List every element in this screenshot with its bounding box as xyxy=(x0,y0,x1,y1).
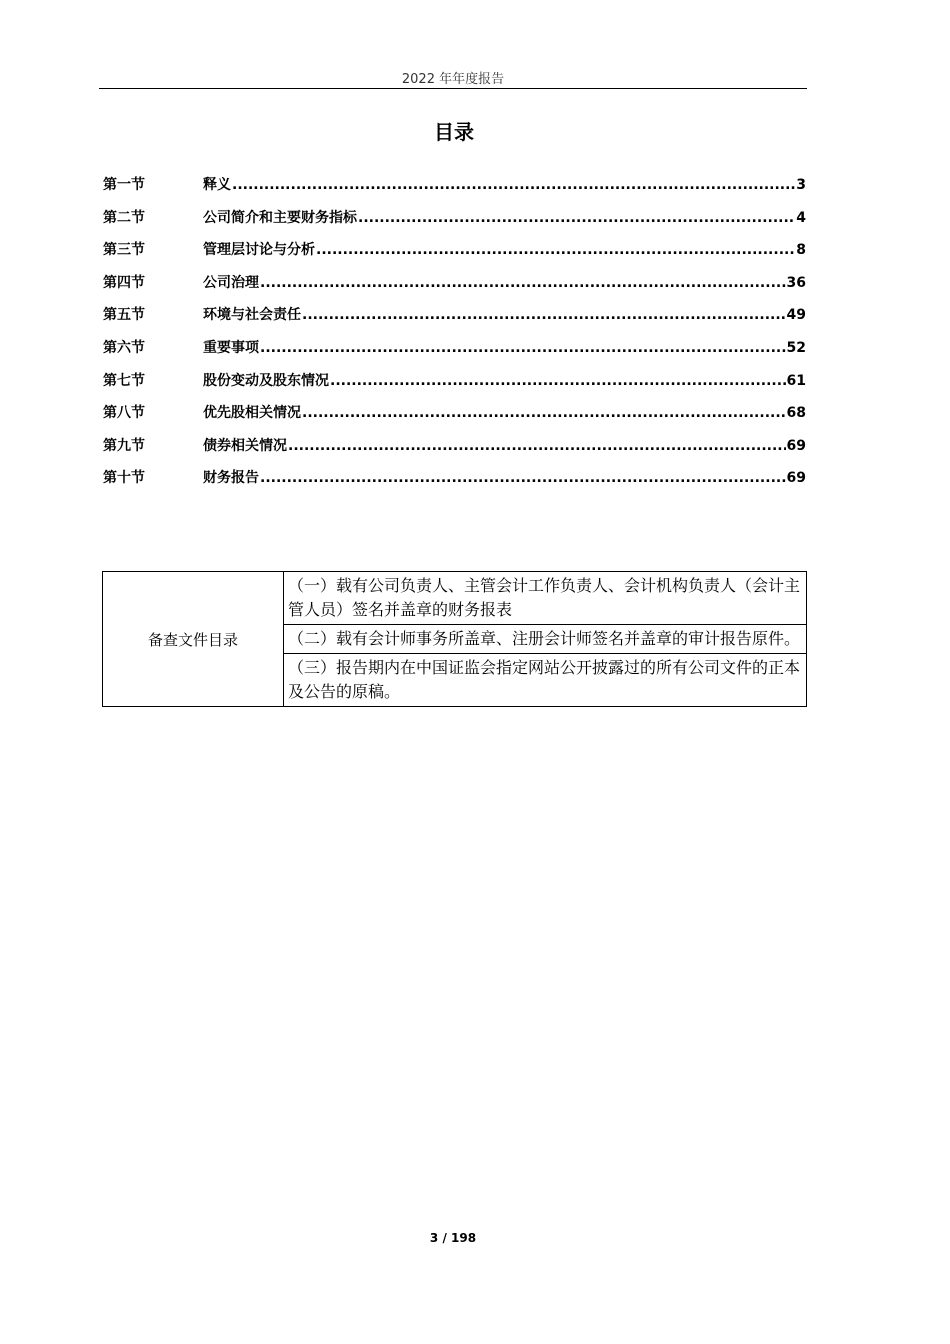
toc-section-number: 第三节 xyxy=(103,242,145,259)
toc-entry[interactable] xyxy=(103,304,806,337)
toc-entry[interactable] xyxy=(103,174,806,207)
toc-section-name: 环境与社会责任 xyxy=(203,307,301,324)
toc-section-name: 重要事项 xyxy=(203,339,259,356)
toc-leader-dots xyxy=(288,438,786,454)
header-divider xyxy=(99,88,807,89)
toc-entry[interactable] xyxy=(103,207,806,240)
toc-section-number: 第四节 xyxy=(103,274,145,291)
toc-section-number: 第八节 xyxy=(103,405,145,422)
toc-leader-dots xyxy=(232,177,795,193)
toc-entry[interactable] xyxy=(103,239,806,272)
toc-section-name: 管理层讨论与分析 xyxy=(203,242,315,259)
toc-page-number: 69 xyxy=(786,437,806,454)
toc-section-name: 股份变动及股东情况 xyxy=(203,372,329,389)
toc-section-number: 第五节 xyxy=(103,307,145,324)
toc-section-name: 财务报告 xyxy=(203,470,259,487)
toc-page-number: 3 xyxy=(796,177,806,193)
toc-page-number: 52 xyxy=(786,339,806,356)
report-header-title: 2022 年年度报告 xyxy=(401,72,505,87)
toc-section-name: 优先股相关情况 xyxy=(203,405,301,422)
toc-section-number: 第六节 xyxy=(103,339,145,356)
toc-leader-dots xyxy=(260,340,786,356)
toc-leader-dots xyxy=(358,210,795,226)
toc-entry[interactable] xyxy=(103,337,806,370)
toc-leader-dots xyxy=(316,242,795,258)
toc-page-number: 68 xyxy=(786,405,806,422)
reference-document-item: （二）载有会计师事务所盖章、注册会计师签名并盖章的审计报告原件。 xyxy=(284,625,807,654)
toc-entry[interactable] xyxy=(103,467,806,500)
toc-section-name: 公司简介和主要财务指标 xyxy=(203,209,357,226)
toc-entry[interactable] xyxy=(103,272,806,305)
toc-section-name: 债券相关情况 xyxy=(203,437,287,454)
toc-section-number: 第九节 xyxy=(103,437,145,454)
reference-document-item: （一）载有公司负责人、主管会计工作负责人、会计机构负责人（会计主管人员）签名并盖章的财务报表 xyxy=(284,572,807,625)
toc-section-name: 公司治理 xyxy=(203,274,259,291)
toc-leader-dots xyxy=(302,405,786,421)
toc-section-number: 第一节 xyxy=(103,177,145,193)
toc-entry[interactable] xyxy=(103,402,806,435)
toc-entry[interactable] xyxy=(103,370,806,403)
toc-entry[interactable] xyxy=(103,435,806,468)
toc-leader-dots xyxy=(330,373,786,389)
reference-document-item: （三）报告期内在中国证监会指定网站公开披露过的所有公司文件的正本及公告的原稿。 xyxy=(284,654,807,707)
table-of-contents xyxy=(103,174,806,500)
toc-page-number: 8 xyxy=(796,242,806,259)
page-indicator: 3 / 198 xyxy=(429,1231,477,1245)
reference-documents-label: 备查文件目录 xyxy=(103,572,284,707)
toc-page-number: 61 xyxy=(786,372,806,389)
toc-section-number: 第七节 xyxy=(103,372,145,389)
toc-section-number: 第十节 xyxy=(103,470,145,487)
toc-section-number: 第二节 xyxy=(103,209,145,226)
reference-documents-table xyxy=(102,571,807,707)
toc-section-name: 释义 xyxy=(203,177,231,193)
toc-leader-dots xyxy=(260,275,786,291)
toc-leader-dots xyxy=(260,470,786,486)
toc-page-number: 69 xyxy=(786,470,806,487)
toc-page-number: 36 xyxy=(786,274,806,291)
toc-leader-dots xyxy=(302,307,786,323)
toc-page-number: 49 xyxy=(786,307,806,324)
toc-heading: 目录 xyxy=(434,120,474,144)
toc-page-number: 4 xyxy=(796,209,806,226)
